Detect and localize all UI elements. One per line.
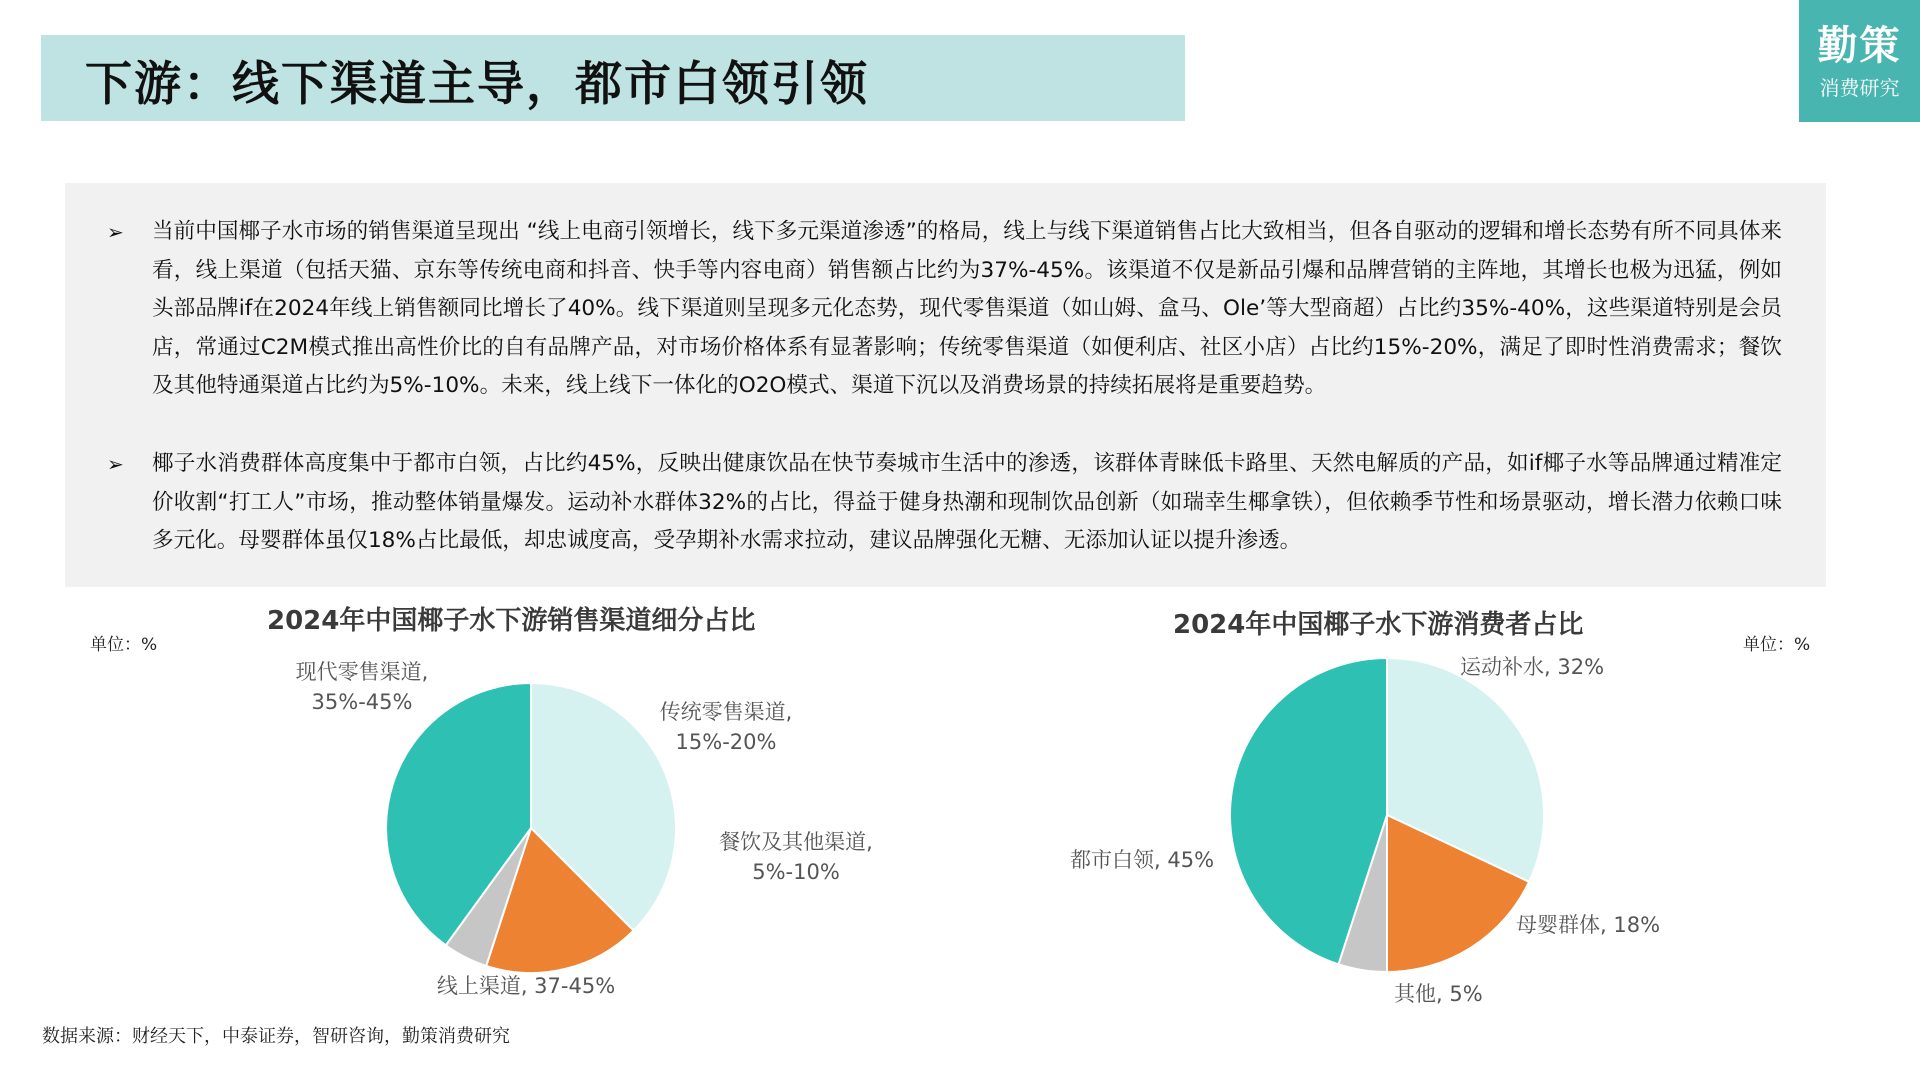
channel-chart-unit: 单位：% — [90, 635, 158, 655]
slice-traditional-retail-label: 传统零售渠道, 15%-20% — [659, 700, 793, 754]
bullet-arrow-icon: ➢ — [107, 452, 124, 476]
channel-chart-title: 2024年中国椰子水下游销售渠道细分占比 — [267, 606, 756, 636]
consumer-pie-chart — [1070, 655, 1660, 1006]
logo-main-text: 勤策 — [1817, 22, 1902, 69]
data-source: 数据来源：财经天下，中泰证券，智研咨询，勤策消费研究 — [42, 1026, 510, 1047]
consumer-chart-unit: 单位：% — [1743, 635, 1811, 655]
slice-urban-white-collar-label: 都市白领, 45% — [1070, 848, 1215, 872]
slice-modern-retail-label: 现代零售渠道, 35%-45% — [295, 660, 429, 714]
slice-sports-hydration-label: 运动补水, 32% — [1460, 655, 1605, 679]
consumer-chart-title: 2024年中国椰子水下游消费者占比 — [1173, 610, 1584, 640]
slice-online-label: 线上渠道, 37-45% — [436, 974, 616, 998]
summary-paragraph-consumers: 椰子水消费群体高度集中于都市白领，占比约45%，反映出健康饮品在快节奏城市生活中的渗透，该群体青睐低卡路里、天然电解质的产品，如if椰子水等品牌通过精准定价收割“打工人”市场，推动整体销量爆发。运动补水群体32%的占比，得益于健身热潮和现制饮品创新（如瑞幸生椰拿铁），但依赖季节性和场景驱动，增长潜力依赖口味多元化。母婴群体虽仅18%占比最低，却忠诚度高，受孕期补水需求拉动，建议品牌强化无糖、无添加认证以提升渗透。 — [152, 451, 1782, 553]
page-title: 下游：线下渠道主导，都市白领引领 — [85, 57, 869, 112]
slice-catering-other-label: 餐饮及其他渠道, 5%-10% — [719, 830, 873, 884]
summary-paragraph-channels: 当前中国椰子水市场的销售渠道呈现出 “线上电商引领增长，线下多元渠道渗透”的格局，线上与线下渠道销售占比大致相当，但各自驱动的逻辑和增长态势有所不同具体来看，线上渠道（包括天猫、京东等传统电商和抖音、快手等内容电商）销售额占比约为37%-45%。该渠道不仅是新品引爆和品牌营销的主阵地，其增长也极为迅猛，例如头部品牌if在2024年线上销售额同比增长了40%。线下渠道则呈现多元化态势，现代零售渠道（如山姆、盒马、Ole’等大型商超）占比约35%-40%，这些渠道特别是会员店，常通过C2M模式推出高性价比的自有品牌产品，对市场价格体系有显著影响；传统零售渠道（如便利店、社区小店）占比约15%-20%，满足了即时性消费需求；餐饮及其他特通渠道占比约为5%-10%。未来，线上线下一体化的O2O模式、渠道下沉以及消费场景的持续拓展将是重要趋势。 — [152, 219, 1782, 398]
channel-pie-chart — [296, 660, 873, 998]
bullet-arrow-icon: ➢ — [107, 220, 124, 244]
slice-other-label: 其他, 5% — [1394, 982, 1483, 1006]
logo-sub-text: 消费研究 — [1819, 76, 1900, 100]
slice-maternal-infant-label: 母婴群体, 18% — [1516, 913, 1661, 937]
